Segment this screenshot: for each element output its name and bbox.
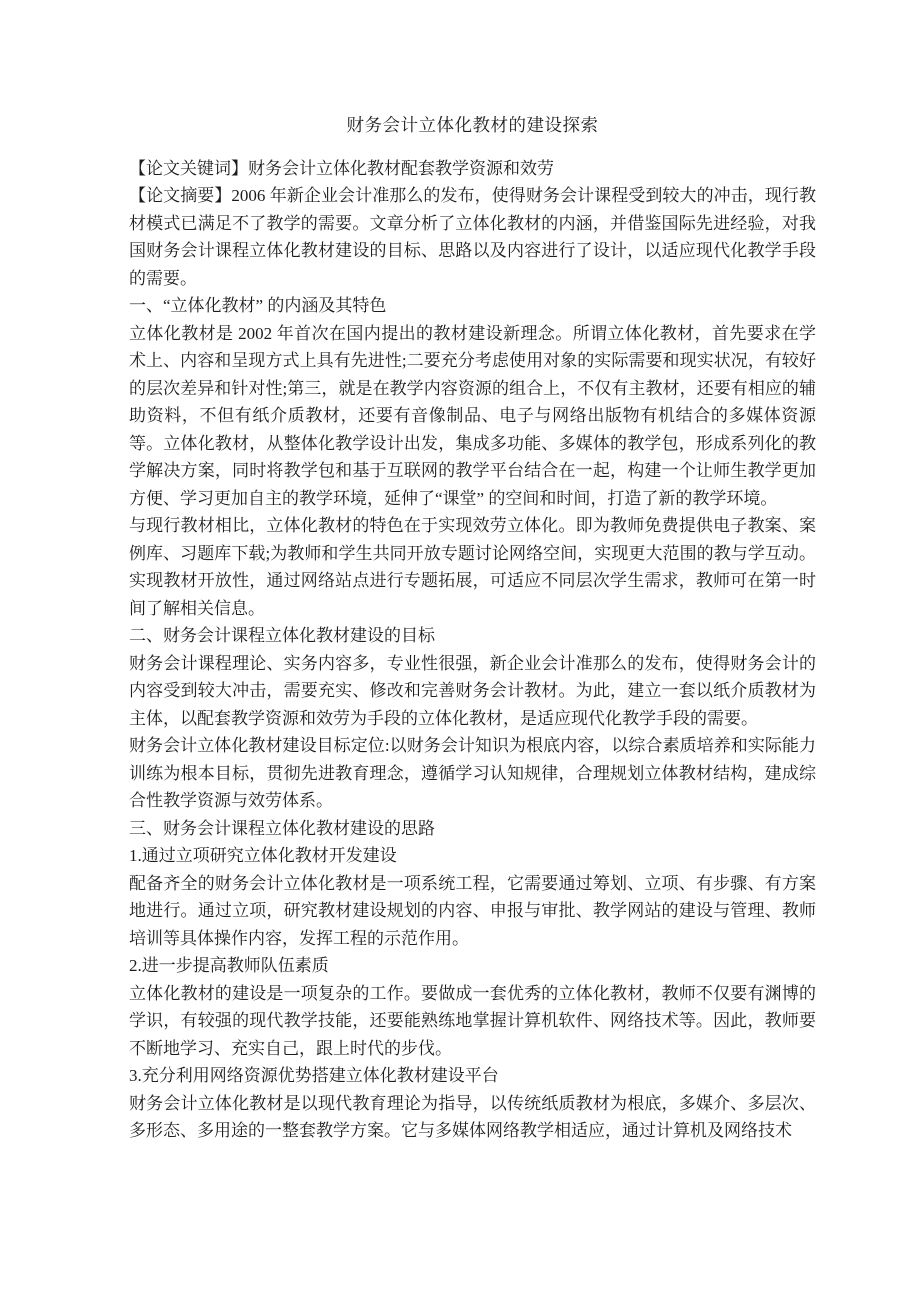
- document-body: [129, 155, 816, 1145]
- subheading: 2.进一步提高教师队伍素质: [129, 956, 329, 975]
- abstract: 【论文摘要】2006 年新企业会计准那么的发布，使得财务会计课程受到较大的冲击，现行教材模式已满足不了教学的需要。文章分析了立体化教材的内涵，并借鉴国际先进经验，对我国财务会计课程立体化教材建设的目标、思路以及内容进行了设计，以适应现代化教学手段的需要。: [129, 186, 816, 288]
- document-title: 财务会计立体化教材的建设探索: [346, 115, 599, 135]
- heading: 一、“立体化教材” 的内涵及其特色: [129, 296, 387, 315]
- paragraph: 配备齐全的财务会计立体化教材是一项系统工程，它需要通过筹划、立项、有步骤、有方案地进行。通过立项，研究教材建设规划的内容、申报与审批、教学网站的建设与管理、教师培训等具体操作内容，发挥工程的示范作用。: [129, 873, 816, 948]
- subheading: 1.通过立项研究立体化教材开发建设: [129, 846, 397, 865]
- paragraph: 立体化教材是 2002 年首次在国内提出的教材建设新理念。所谓立体化教材，首先要求在学术上、内容和呈现方式上具有先进性;二要充分考虑使用对象的实际需要和现实状况，有较好的层次差异和针对性;第三，就是在教学内容资源的组合上，不仅有主教材，还要有相应的辅助资料，不但有纸介质教材，还要有音像制品、电子与网络出版物有机结合的多媒体资源等。立体化教材，从整体化教学设计出发，集成多功能、多媒体的教学包，形成系列化的教学解决方案，同时将教学包和基于互联网的教学平台结合在一起，构建一个让师生教学更加方便、学习更加自主的教学环境，延伸了“课堂” 的空间和时间，打造了新的教学环境。: [129, 323, 816, 508]
- subheading: 3.充分利用网络资源优势搭建立体化教材建设平台: [129, 1066, 499, 1085]
- paragraph: 立体化教材的建设是一项复杂的工作。要做成一套优秀的立体化教材，教师不仅要有渊博的学识，有较强的现代教学技能，还要能熟练地掌握计算机软件、网络技术等。因此，教师要不断地学习、充实自己，跟上时代的步伐。: [129, 983, 816, 1058]
- paragraph: 与现行教材相比，立体化教材的特色在于实现效劳立体化。即为教师免费提供电子教案、案例库、习题库下载;为教师和学生共同开放专题讨论网络空间，实现更大范围的教与学互动。实现教材开放性，通过网络站点进行专题拓展，可适应不同层次学生需求，教师可在第一时间了解相关信息。: [129, 516, 816, 618]
- heading: 三、财务会计课程立体化教材建设的思路: [129, 818, 435, 838]
- heading: 二、财务会计课程立体化教材建设的目标: [129, 626, 435, 645]
- document-content: [129, 112, 816, 1145]
- keywords: 【论文关键词】财务会计立体化教材配套教学资源和效劳: [129, 158, 554, 178]
- paragraph: 财务会计课程理论、实务内容多，专业性很强，新企业会计准那么的发布，使得财务会计的内容受到较大冲击，需要充实、修改和完善财务会计教材。为此，建立一套以纸介质教材为主体，以配套教学资源和效劳为手段的立体化教材，是适应现代化教学手段的需要。: [129, 653, 816, 728]
- paragraph: 财务会计立体化教材建设目标定位:以财务会计知识为根底内容，以综合素质培养和实际能力训练为根本目标，贯彻先进教育理念，遵循学习认知规律，合理规划立体教材结构，建成综合性教学资源与效劳体系。: [129, 736, 816, 810]
- paragraph: 财务会计立体化教材是以现代教育理论为指导，以传统纸质教材为根底，多媒介、多层次、多形态、多用途的一整套教学方案。它与多媒体网络教学相适应，通过计算机及网络技术: [129, 1093, 816, 1140]
